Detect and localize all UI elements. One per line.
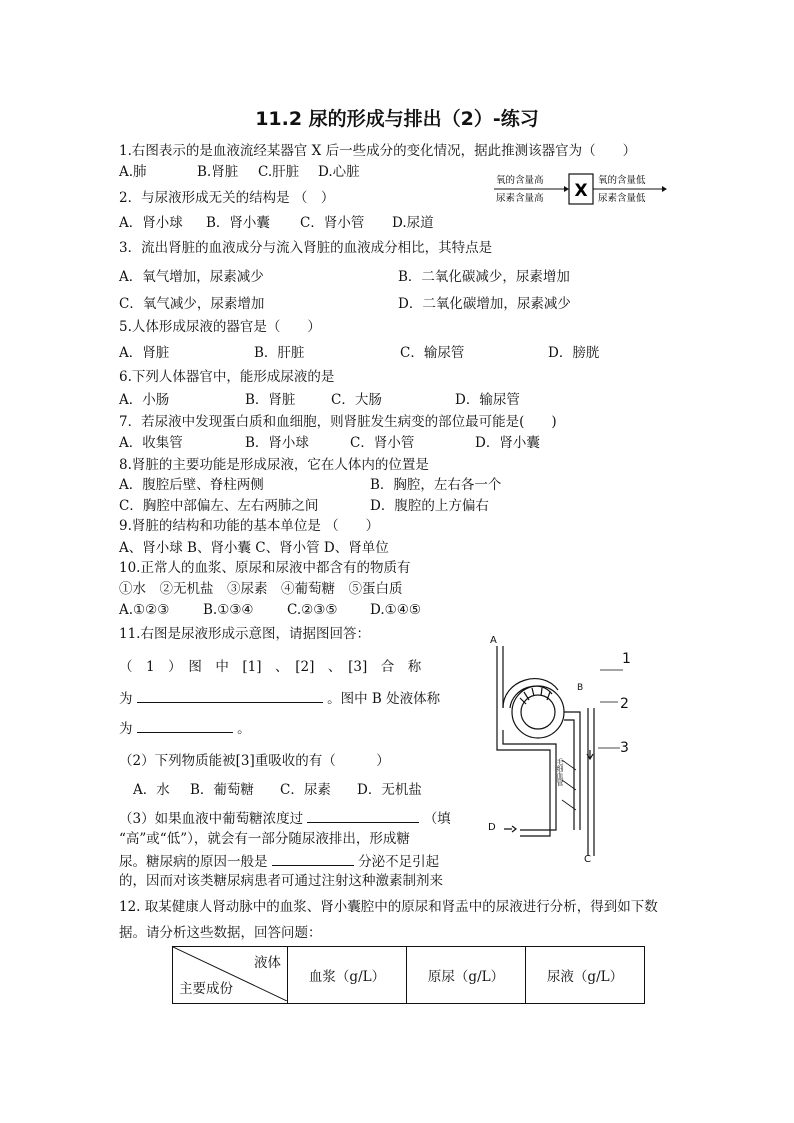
q7-text: 7．若尿液中发现蛋白质和血细胞，则肾脏发生病变的部位最可能是( ) [119,414,557,430]
q11-answer-blank-4[interactable] [272,851,354,866]
q3-text: 3．流出肾脏的血液成分与流入肾脏的血液成分相比，其特点是 [119,240,493,256]
q11-part1-line2a: 为 [119,691,133,707]
q9-text: 9.肾脏的结构和功能的基本单位是 （ ） [119,518,380,534]
q8-option-b: B．胸腔，左右各一个 [370,477,502,493]
nephron-number-1: 1 [622,651,631,667]
q11-answer-blank-2[interactable] [137,718,233,733]
q11-part1-line3 [119,718,251,738]
table-corner-top: 液体 [254,955,281,971]
q11-part3-line2: “高”或“低”），就会有一部分随尿液排出，形成糖 [119,831,410,847]
q11-part2-option-a: A．水 [133,782,170,798]
q1-organ-diagram [490,168,670,208]
q10-option-b: B.①③④ [203,602,254,618]
q10-option-a: A.①②③ [119,602,170,618]
q1-option-a: A.肺 [119,164,147,180]
q3-option-d: D．二氧化碳增加，尿素减少 [398,296,571,312]
q10-option-c: C.②③⑤ [287,602,338,618]
q1-diagram-arrowhead-in [564,186,569,192]
q11-answer-blank-1[interactable] [137,688,323,703]
q12-data-table [172,946,645,1004]
nephron-arrow-d [504,826,516,832]
q7-option-d: D．肾小囊 [475,435,540,451]
q8-option-a: A．腹腔后壁、脊柱两侧 [119,477,264,493]
q5-text: 5.人体形成尿液的器官是（ ） [119,319,321,335]
q11-part2-option-c: C．尿素 [280,782,331,798]
q3-option-b: B．二氧化碳减少，尿素增加 [398,269,570,285]
table-header-primary-urine: 原尿（g/L） [407,947,526,1004]
nephron-glomerulus [521,695,555,729]
nephron-label-c: C [584,854,591,865]
q6-option-d: D．输尿管 [455,392,520,408]
nephron-collecting-duct [588,708,594,856]
page-title: 11.2 尿的形成与排出（2）-练习 [255,108,539,130]
q1-option-d: D.心脏 [318,164,360,180]
q8-text: 8.肾脏的主要功能是形成尿液，它在人体内的位置是 [119,457,429,473]
q7-option-b: B．肾小球 [245,435,309,451]
q6-option-a: A．小肠 [119,392,170,408]
q2-option-d: D.尿道 [392,215,434,231]
nephron-bowman-capsule [512,686,564,738]
q6-option-b: B．肾脏 [245,392,296,408]
q10-option-d: D.①④⑤ [370,602,421,618]
nephron-tubule-outer [564,712,580,830]
q2-option-a: A．肾小球 [119,215,183,231]
nephron-efferent-vessel-wall [503,730,556,830]
table-corner-bottom: 主要成份 [179,981,233,997]
q1-diagram-right-top: 氧的含量低 [598,175,646,186]
q3-option-c: C．氧气减少，尿素增加 [119,296,265,312]
q12-line2: 据。请分析这些数据，回答问题： [119,925,322,941]
q5-option-c: C．输尿管 [400,345,465,361]
q11-part1-line2 [119,688,440,708]
q9-options: A、肾小球 B、肾小囊 C、肾小管 D、肾单位 [119,540,389,556]
q11-part2: （2）下列物质能被[3]重吸收的有（ ） [119,753,390,769]
q1-diagram-x: X [574,181,588,201]
q11-part1-line3b: 。 [237,721,251,737]
q11-part3-line1b: （填 [423,811,451,827]
nephron-number-2: 2 [620,696,629,712]
nephron-label-a: A [490,635,497,646]
q8-option-d: D．腹腔的上方偏右 [370,498,489,514]
q12-line1: 12. 取某健康人肾动脉中的血浆、肾小囊腔中的原尿和肾盂中的尿液进行分析，得到如下数 [119,899,658,915]
q7-option-a: A．收集管 [119,435,183,451]
q3-option-a: A．氧气增加，尿素减少 [119,269,264,285]
q1-option-c: C.肝脏 [258,164,300,180]
nephron-label-b: B [577,683,584,693]
table-header-urine: 尿液（g/L） [526,947,645,1004]
q1-diagram-arrowhead-out [662,186,667,192]
q1-text: 1.右图表示的是血液流经某器官 X 后一些成分的变化情况，据此推测该器官为（ ） [119,143,637,159]
q11-part3-line4: 的，因而对该类糖尿病患者可通过注射这种激素制剂来 [119,873,443,889]
q2-option-b: B．肾小囊 [206,215,270,231]
nephron-number-3: 3 [620,740,629,756]
q10-items: ①水 ②无机盐 ③尿素 ④葡萄糖 ⑤蛋白质 [119,581,403,597]
q1-diagram-left-top: 氧的含量高 [496,175,544,186]
q11-part1-line2b: 。图中 B 处液体称 [327,691,441,707]
q6-text: 6.下列人体器官中，能形成尿液的是 [119,369,335,385]
q11-part1-line3a: 为 [119,721,133,737]
q11-part3-line1a: （3）如果血液中葡萄糖浓度过 [119,811,304,827]
table-header-plasma: 血浆（g/L） [288,947,407,1004]
q11-part2-option-d: D．无机盐 [357,782,422,798]
q5-option-a: A．肾脏 [119,345,170,361]
q2-text: 2．与尿液形成无关的结构是 （ ） [119,190,335,206]
q11-part2-option-b: B．葡萄糖 [190,782,254,798]
nephron-efferent-vessel [497,730,550,836]
q1-diagram-left-bottom: 尿素含量高 [496,193,544,204]
q8-option-c: C．胸腔中部偏左、左右两肺之间 [119,498,319,514]
q11-part1-line1: （ 1 ） 图 中 [1] 、 [2] 、 [3] 合 称 [119,659,422,675]
nephron-label-d: D [488,822,496,833]
q1-option-b: B.肾脏 [197,164,239,180]
table-corner-cell [173,947,288,1004]
q11-text: 11.右图是尿液形成示意图，请据图回答： [119,626,370,642]
q11-part3-line3 [119,851,439,871]
q10-text: 10.正常人的血浆、原尿和尿液中都含有的物质有 [119,560,411,576]
q11-part3-line1 [119,808,451,828]
nephron-tubule-inner [564,720,574,830]
q5-option-b: B．肝脏 [254,345,305,361]
nephron-capillary-label: 毛细血管 [556,758,564,786]
q11-part3-line3a: 尿。糖尿病的原因一般是 [119,854,268,870]
q11-answer-blank-3[interactable] [307,808,419,823]
q11-part3-line3b: 分泌不足引起 [358,854,440,870]
q1-diagram-right-bottom: 尿素含量低 [598,193,646,204]
q7-option-c: C．肾小管 [350,435,415,451]
q6-option-c: C．大肠 [331,392,382,408]
nephron-diagram [480,630,650,870]
table-header-row [173,947,645,1004]
q5-option-d: D．膀胱 [548,345,600,361]
q2-option-c: C．肾小管 [300,215,365,231]
